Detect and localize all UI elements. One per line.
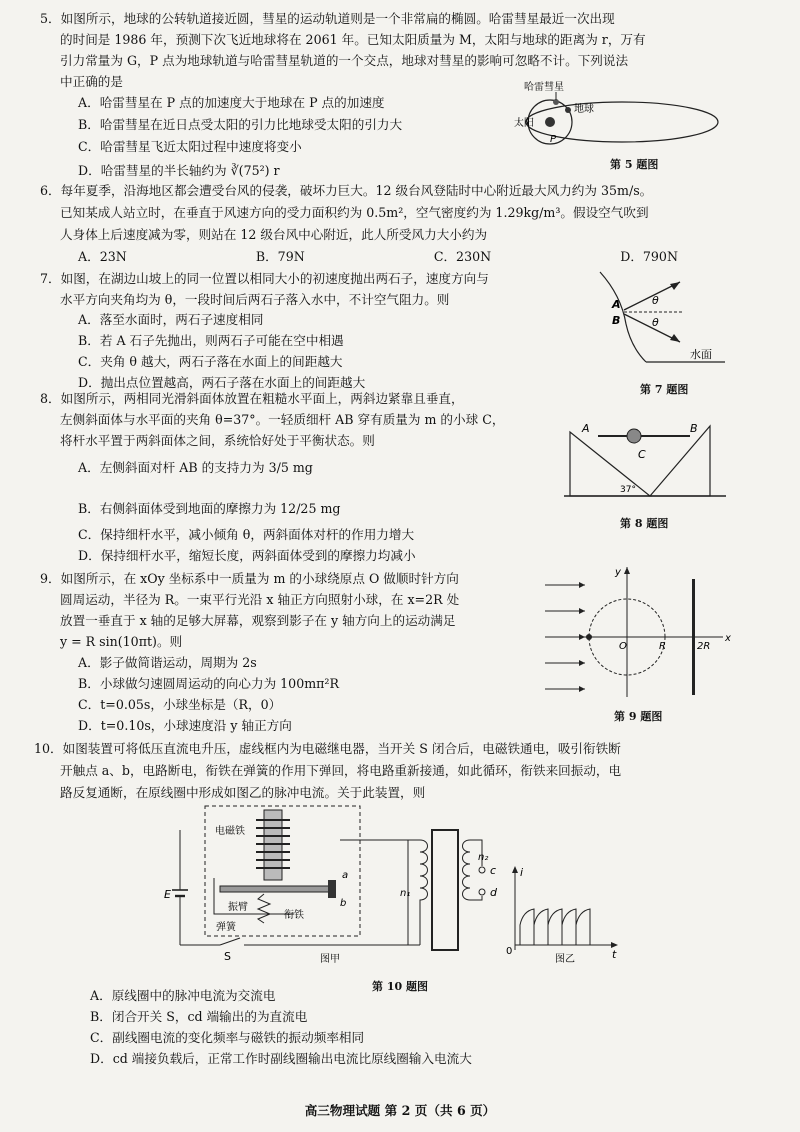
q9-option-a: A．影子做简谐运动，周期为 2s <box>78 655 257 670</box>
q10-options <box>60 986 760 1076</box>
page-footer: 高三物理试题 第 2 页（共 6 页） <box>304 1103 496 1118</box>
q10-label-electromagnet: 电磁铁 <box>215 826 245 837</box>
q10-label-arm: 振臂 <box>228 902 248 913</box>
q7-label-theta-2: θ <box>652 316 659 329</box>
q10-label-e: E <box>164 888 171 901</box>
spring <box>258 894 270 923</box>
q6-options <box>78 246 678 267</box>
q5-option-a: A．哈雷彗星在 P 点的加速度大于地球在 P 点的加速度 <box>78 95 385 110</box>
q10-option-b: B．闭合开关 S，cd 端输出的为直流电 <box>90 1009 308 1024</box>
q7-line-1: 7．如图，在湖边山坡上的同一位置以相同大小的初速度抛出两石子，速度方向与 <box>40 271 489 286</box>
q9-label-2r: 2R <box>697 641 711 652</box>
q9-option-c: C．t=0.05s，小球坐标是（R，0） <box>78 697 282 712</box>
armature-arm <box>220 886 330 892</box>
q5-label-sun: 太阳 <box>514 118 534 129</box>
q8-option-c: C．保持细杆水平，减小倾角 θ，两斜面体对杆的作用力增大 <box>78 527 415 542</box>
q5-caption: 第 5 题图 <box>610 158 659 171</box>
q10-label-jia: 图甲 <box>320 954 340 965</box>
q8-line-2: 左侧斜面体与水平面的夹角 θ=37°。一轻质细杆 AB 穿有质量为 m 的小球 C， <box>60 412 505 427</box>
q5-label-earth: 地球 <box>574 104 594 115</box>
question-8 <box>40 388 580 568</box>
q10-label-yi: 图乙 <box>555 954 575 965</box>
q8-option-a: A．左侧斜面对杆 AB 的支持力为 3/5 mg <box>78 460 313 475</box>
question-9 <box>40 568 560 738</box>
q10-label-zero: 0 <box>506 946 513 957</box>
q9-option-d: D．t=0.10s，小球速度沿 y 轴正方向 <box>78 718 292 733</box>
q7-option-b: B．若 A 石子先抛出，则两石子可能在空中相遇 <box>78 333 344 348</box>
q9-label-o: O <box>619 641 627 652</box>
q10-caption: 第 10 题图 <box>372 980 428 993</box>
ball <box>586 634 592 640</box>
q8-figure <box>560 406 730 506</box>
q5-label-comet: 哈雷彗星 <box>524 82 564 93</box>
q6-option-a: A．23N <box>78 249 127 264</box>
q9-label-r: R <box>659 641 666 652</box>
primary-coil <box>420 840 428 945</box>
q8-option-b: B．右侧斜面体受到地面的摩擦力为 12/25 mg <box>78 501 341 516</box>
q10-line-3: 路反复通断，在原线圈中形成如图乙的脉冲电流。关于此装置，则 <box>60 785 426 800</box>
q10-label-b: b <box>340 898 347 909</box>
q8-line-3: 将杆水平置于两斜面体之间，系统恰好处于平衡状态。则 <box>60 433 375 448</box>
q10-option-d: D．cd 端接负载后，正常工作时副线圈输出电流比原线圈输入电流大 <box>90 1051 472 1066</box>
pulse-current <box>520 909 590 945</box>
q7-figure <box>590 262 730 372</box>
q5-line-4: 中正确的是 <box>60 74 123 89</box>
screen <box>692 579 695 695</box>
q7-label-theta-1: θ <box>652 294 659 307</box>
q6-line-2: 已知某成人站立时，在垂直于风速方向的受力面积约为 0.5m²，空气密度约为 1.29kg/m³。假设空气吹到 <box>60 205 649 220</box>
q9-line-2: 圆周运动，半径为 R。一束平行光沿 x 轴正方向照射小球，在 x=2R 处 <box>60 592 460 607</box>
q5-option-b: B．哈雷彗星在近日点受太阳的引力比地球受太阳的引力大 <box>78 117 403 132</box>
q9-figure <box>535 565 735 700</box>
question-6 <box>40 180 780 270</box>
q7-label-water: 水面 <box>690 348 712 361</box>
q8-option-d: D．保持细杆水平，缩短长度，两斜面体受到的摩擦力均减小 <box>78 548 416 563</box>
q7-option-c: C．夹角 θ 越大，两石子落在水面上的间距越大 <box>78 354 343 369</box>
q5-figure <box>510 80 730 160</box>
q6-line-3: 人身体上后速度减为零，则站在 12 级台风中心附近，此人所受风力大小约为 <box>60 227 488 242</box>
question-10 <box>34 738 790 808</box>
q8-label-a: A <box>582 422 590 435</box>
q9-label-y: y <box>615 567 621 578</box>
sun-icon <box>545 117 555 127</box>
q8-caption: 第 8 题图 <box>620 517 669 530</box>
q9-label-x: x <box>725 633 731 644</box>
q9-line-3: 放置一垂直于 x 轴的足够大屏幕，观察到影子在 y 轴方向上的运动满足 <box>60 613 456 628</box>
q7-caption: 第 7 题图 <box>640 383 689 396</box>
q7-option-a: A．落至水面时，两石子速度相同 <box>78 312 264 327</box>
q7-label-b: B <box>612 314 621 327</box>
q10-line-1: 10．如图装置可将低压直流电升压，虚线框内为电磁继电器，当开关 S 闭合后，电磁铁通电，吸引衔铁断 <box>34 741 621 756</box>
q7-option-d: D．抛出点位置越高，两石子落在水面上的间距越大 <box>78 375 366 390</box>
q8-label-c: C <box>638 448 646 461</box>
q6-option-d: D．790N <box>620 249 678 264</box>
ball-c <box>627 429 641 443</box>
q10-label-a: a <box>342 870 349 881</box>
q10-option-a: A．原线圈中的脉冲电流为交流电 <box>90 988 276 1003</box>
q5-option-d: D．哈雷彗星的半长轴约为 ∛(75²) r <box>78 163 280 178</box>
q10-label-c: c <box>490 864 497 877</box>
q8-line-1: 8．如图所示，两相同光滑斜面体放置在粗糙水平面上，两斜边紧靠且垂直， <box>40 391 464 406</box>
q9-option-b: B．小球做匀速圆周运动的向心力为 100mπ²R <box>78 676 339 691</box>
q5-label-p: P <box>550 134 557 145</box>
q6-line-1: 6．每年夏季，沿海地区都会遭受台风的侵袭，破坏力巨大。12 级台风登陆时中心附近最大风力约为 35m/s。 <box>40 183 653 198</box>
q8-label-b: B <box>690 422 698 435</box>
q5-line-1: 5．如图所示，地球的公转轨道接近圆，彗星的运动轨道则是一个非常扁的椭圆。哈雷彗星最近一次出现 <box>40 11 615 26</box>
q8-label-angle: 37° <box>620 485 636 495</box>
q10-figure <box>160 800 630 980</box>
q10-option-c: C．副线圈电流的变化频率与磁铁的振动频率相同 <box>90 1030 365 1045</box>
q6-option-b: B．79N <box>255 249 305 264</box>
q10-label-d: d <box>490 886 497 899</box>
q10-label-spring: 弹簧 <box>216 922 236 933</box>
switch-s <box>220 938 240 945</box>
q10-label-t: t <box>612 948 617 961</box>
question-7 <box>40 268 620 390</box>
q5-option-c: C．哈雷彗星飞近太阳过程中速度将变小 <box>78 139 302 154</box>
q10-label-i: i <box>520 866 524 879</box>
earth-icon <box>565 107 571 113</box>
q10-line-2: 开触点 a、b，电路断电，衔铁在弹簧的作用下弹回，将电路重新接通，如此循环，衔铁来回振动，电 <box>60 763 622 778</box>
q6-option-c: C．230N <box>433 249 492 264</box>
q10-label-s: S <box>224 950 231 963</box>
hillside <box>600 272 646 362</box>
transformer-core <box>432 830 458 950</box>
q9-caption: 第 9 题图 <box>614 710 663 723</box>
q5-line-2: 的时间是 1986 年，预测下次飞近地球将在 2061 年。已知太阳质量为 M，太阳与地球的距离为 r，万有 <box>60 32 646 47</box>
q9-line-4: y = R sin(10πt)。则 <box>60 634 183 649</box>
q10-label-n2: n₂ <box>478 852 489 863</box>
q5-line-3: 引力常量为 G，P 点为地球轨道与哈雷彗星轨道的一个交点，地球对彗星的影响可忽略不计。下列说法 <box>60 53 629 68</box>
q9-line-1: 9．如图所示，在 xOy 坐标系中一质量为 m 的小球绕原点 O 做顺时针方向 <box>40 571 459 586</box>
q10-label-n1: n₁ <box>400 888 411 899</box>
q7-line-2: 水平方向夹角均为 θ，一段时间后两石子落入水中，不计空气阻力。则 <box>60 292 450 307</box>
q10-label-armature: 衔铁 <box>284 910 304 921</box>
q7-label-a: A <box>612 298 621 311</box>
secondary-coil <box>463 840 471 900</box>
